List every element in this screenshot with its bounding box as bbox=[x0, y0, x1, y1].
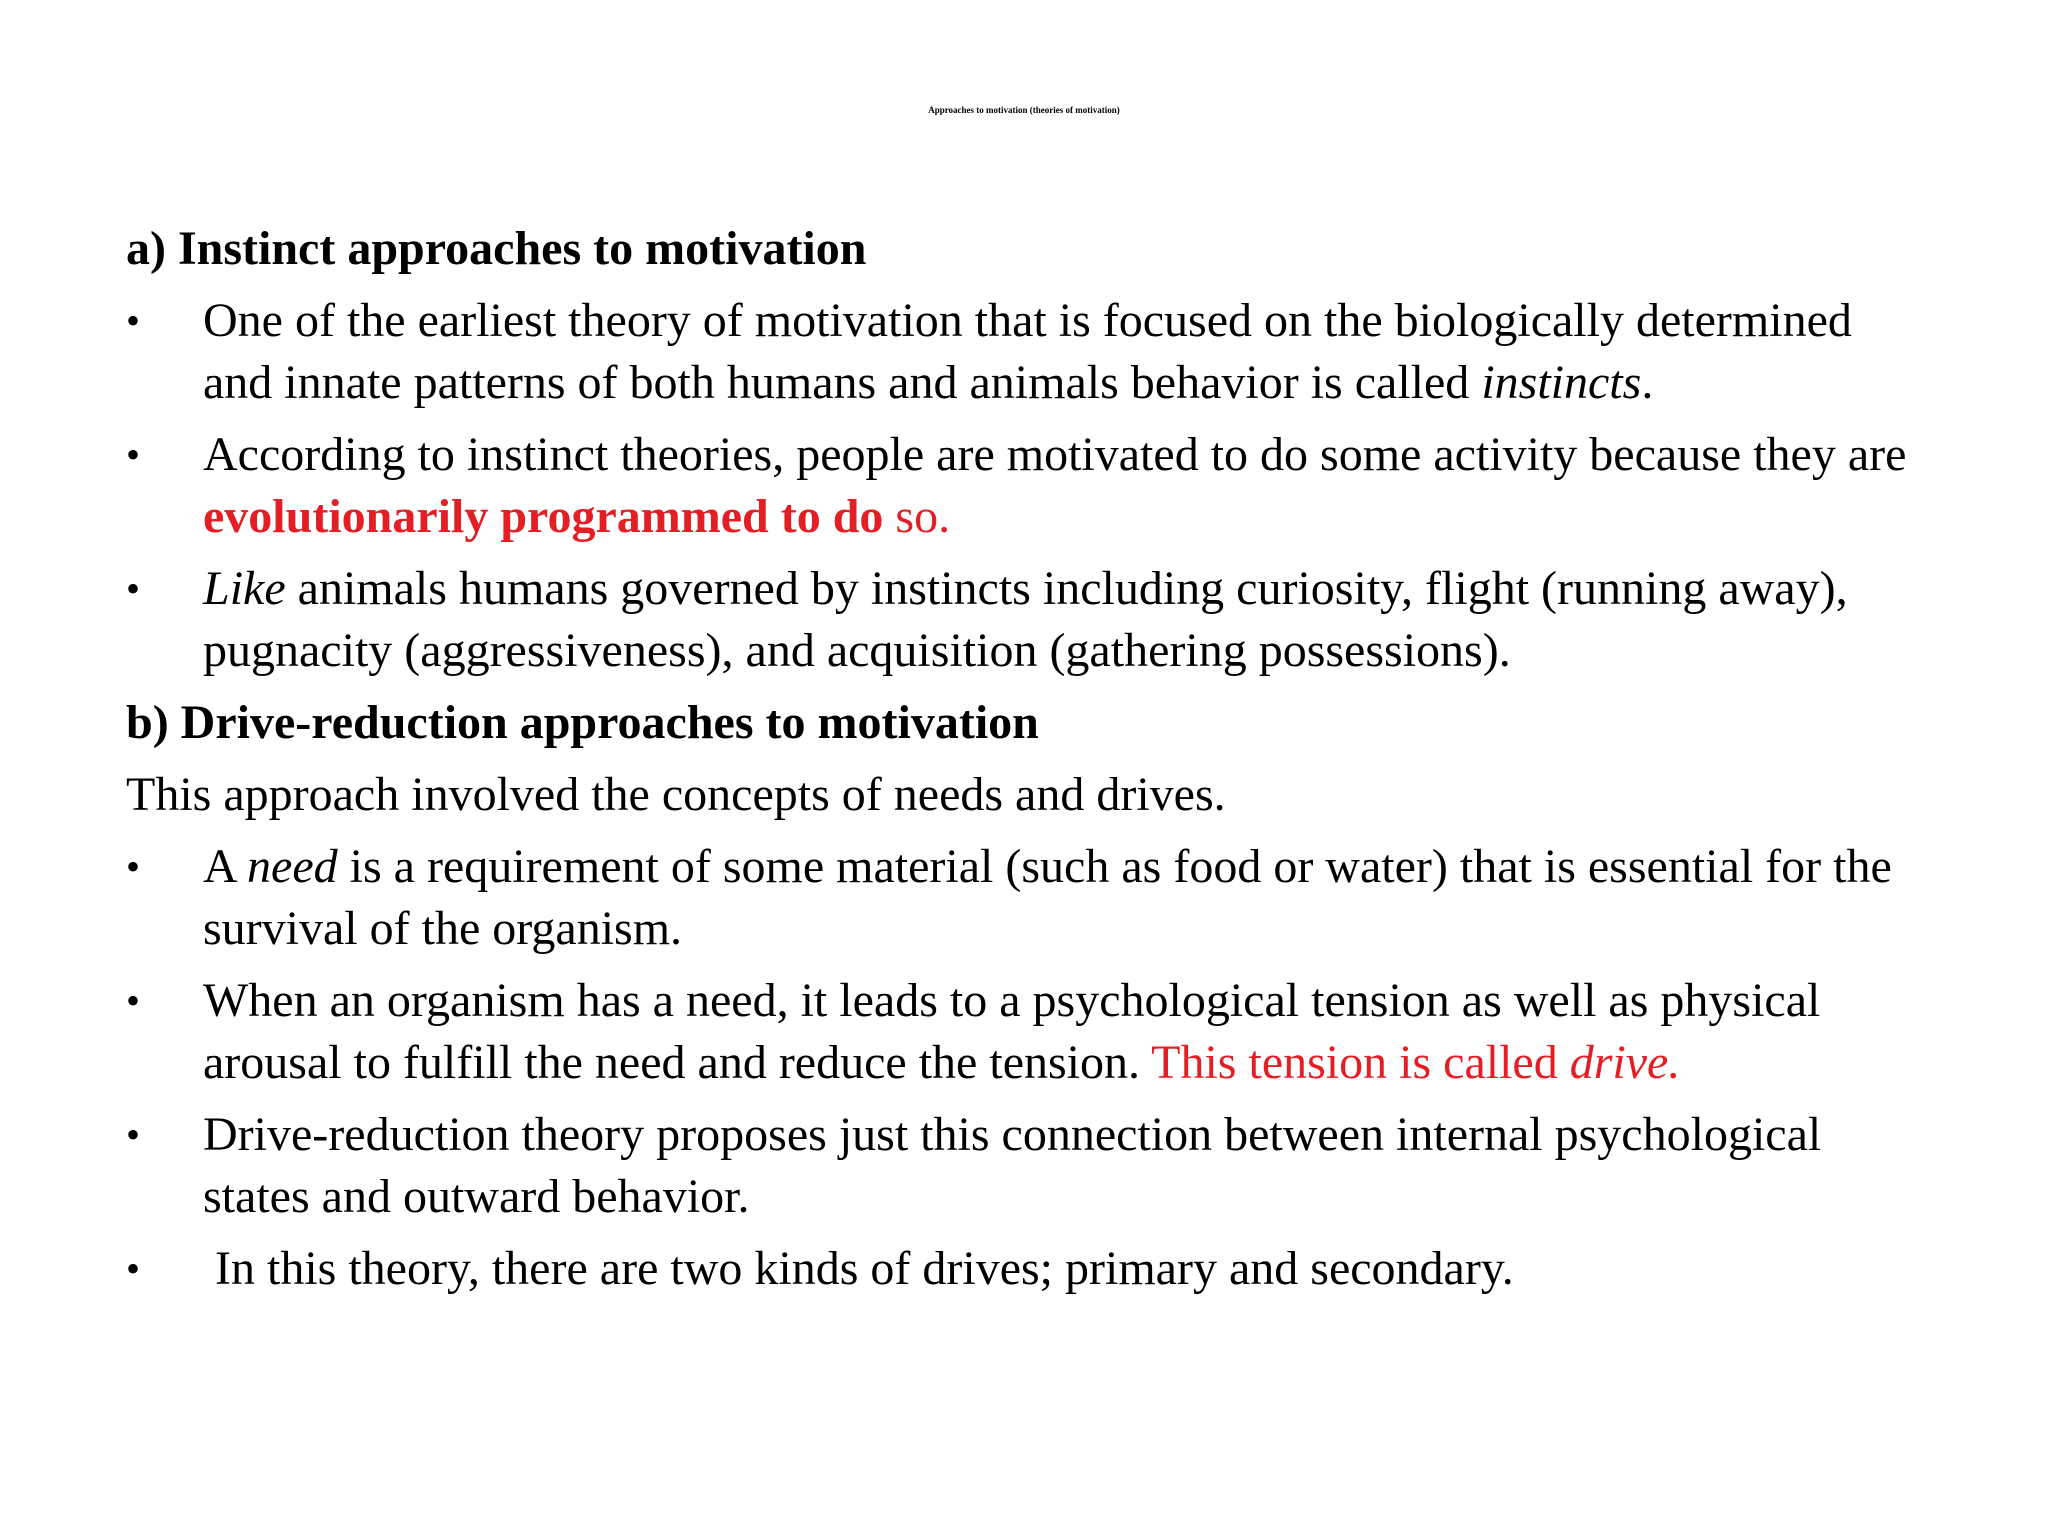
highlighted-emphasis-text: drive bbox=[1569, 1036, 1669, 1089]
list-item bbox=[126, 290, 1926, 414]
bullet-text: Drive-reduction theory proposes just this connection between internal psychological states and outward behavior. bbox=[203, 1108, 1822, 1223]
bullet-icon: • bbox=[126, 978, 141, 1023]
bullet-icon: • bbox=[126, 1246, 141, 1291]
highlighted-text-end: so. bbox=[883, 490, 951, 543]
bullet-text: animals humans governed by instincts including curiosity, flight (running away), pugnacity (aggressiveness), and acquisition (gathering possessions). bbox=[203, 562, 1848, 677]
highlighted-text: This tension is called bbox=[1151, 1036, 1570, 1089]
list-item bbox=[126, 836, 1926, 960]
bullet-text: One of the earliest theory of motivation that is focused on the biologically determined and innate patterns of both humans and animals behavior is called bbox=[203, 294, 1852, 409]
bullet-icon: • bbox=[126, 566, 141, 611]
section-b-bullet-list bbox=[126, 836, 1926, 1300]
highlighted-text-end: . bbox=[1668, 1036, 1681, 1089]
emphasis-text: need bbox=[247, 840, 338, 893]
bullet-icon: • bbox=[126, 1112, 141, 1157]
bullet-text: In this theory, there are two kinds of drives; primary and secondary. bbox=[215, 1242, 1514, 1295]
bullet-text: When an organism has a need, it leads to a psychological tension as well as physical arousal to fulfill the need and reduce the tension. bbox=[203, 974, 1821, 1089]
bullet-text: According to instinct theories, people are motivated to do some activity because they are bbox=[203, 428, 1907, 481]
section-b-heading: b) Drive-reduction approaches to motivation bbox=[126, 696, 1039, 749]
list-item bbox=[126, 424, 1926, 548]
bullet-icon: • bbox=[126, 432, 141, 477]
section-a-heading: a) Instinct approaches to motivation bbox=[126, 222, 867, 275]
list-item bbox=[126, 970, 1926, 1094]
bullet-text-end: . bbox=[1641, 356, 1654, 409]
list-item bbox=[126, 558, 1926, 682]
slide-title: Approaches to motivation (theories of motivation) bbox=[928, 105, 1120, 115]
list-item bbox=[126, 1238, 1926, 1300]
highlighted-text: evolutionarily programmed to do bbox=[203, 490, 884, 543]
slide-content bbox=[126, 218, 1926, 1310]
emphasis-text: instincts bbox=[1481, 356, 1642, 409]
bullet-text: A bbox=[203, 840, 248, 893]
section-a-bullet-list bbox=[126, 290, 1926, 682]
bullet-text-end: is a requirement of some material (such as food or water) that is essential for the survival of the organism. bbox=[203, 840, 1892, 955]
list-item bbox=[126, 1104, 1926, 1228]
bullet-icon: • bbox=[126, 298, 141, 343]
bullet-icon: • bbox=[126, 844, 141, 889]
emphasis-text: Like bbox=[203, 562, 286, 615]
section-b-intro: This approach involved the concepts of needs and drives. bbox=[126, 768, 1226, 821]
